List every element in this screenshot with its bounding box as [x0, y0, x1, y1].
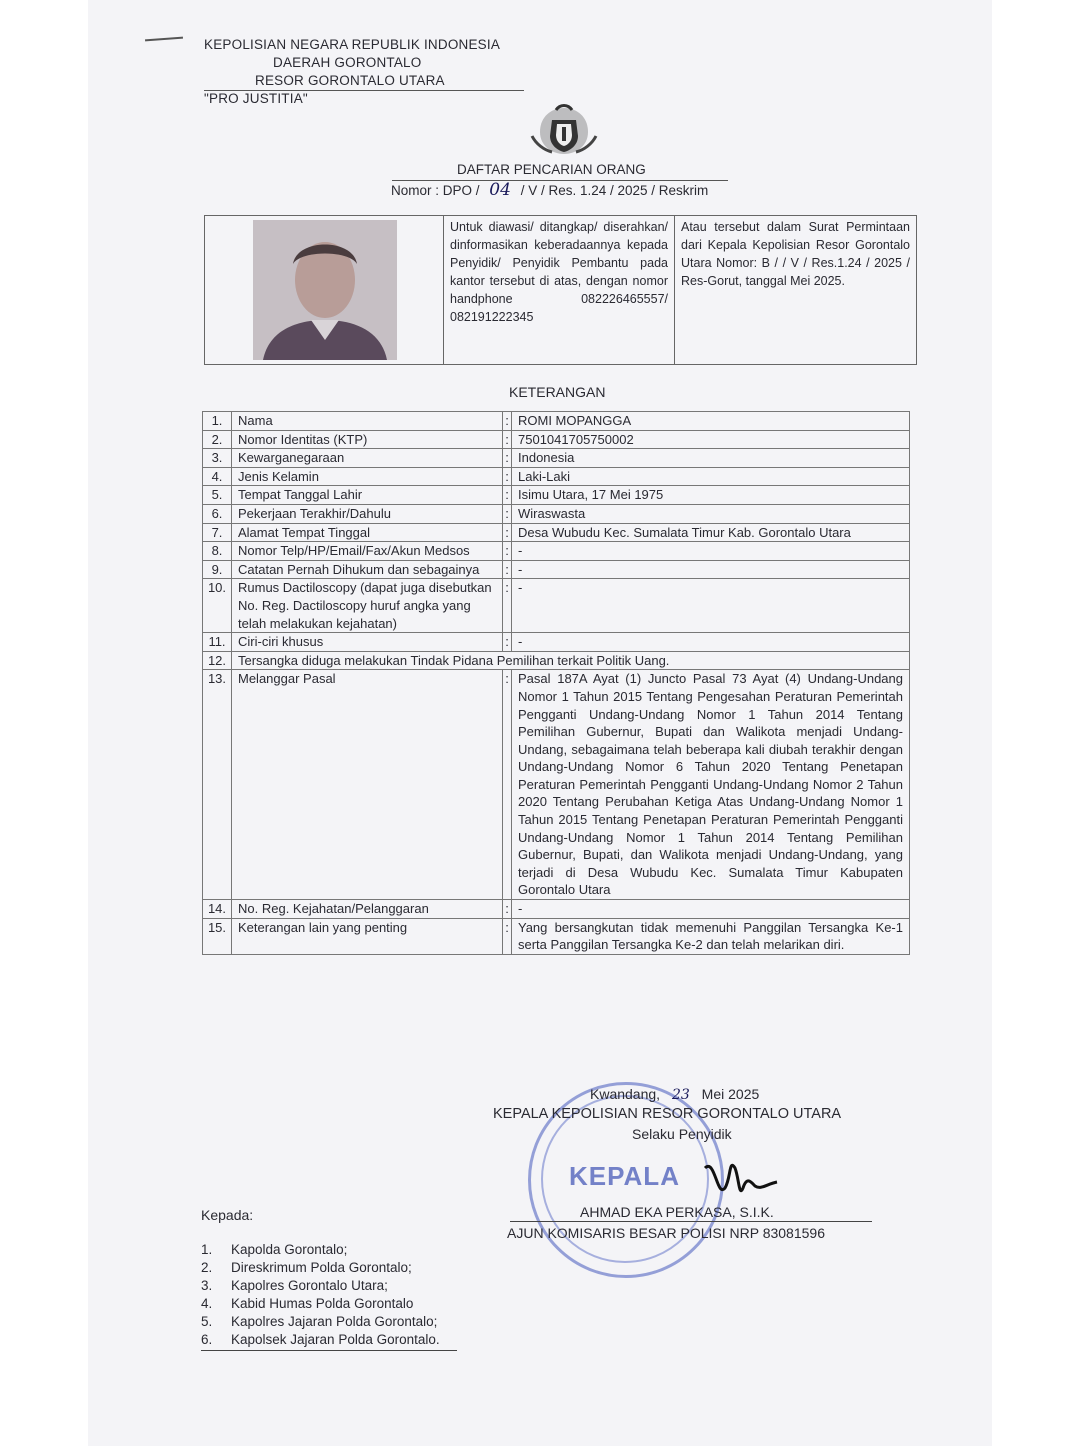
- row-number: 10.: [203, 579, 232, 633]
- row-value: Indonesia: [512, 449, 910, 468]
- signatory-rank: AJUN KOMISARIS BESAR POLISI NRP 83081596: [507, 1225, 825, 1241]
- row-value: -: [512, 560, 910, 579]
- signatory-name-underline: [510, 1221, 872, 1222]
- row-label: Nama: [232, 412, 503, 431]
- request-text: Atau tersebut dalam Surat Permintaan dari Kepala Kepolisian Resor Gorontalo Utara Nomor: B / / V / Res.1.24 / 2025 / Res-Gorut, tanggal Mei 2025.: [675, 216, 917, 365]
- row-number: 4.: [203, 467, 232, 486]
- item-text: Kapolsek Jajaran Polda Gorontalo.: [231, 1332, 440, 1347]
- list-item: [201, 1259, 440, 1277]
- row-label: No. Reg. Kejahatan/Pelanggaran: [232, 900, 503, 919]
- row-value: -: [512, 633, 910, 652]
- row-colon: :: [503, 900, 512, 919]
- table-row: [203, 523, 910, 542]
- row-number: 7.: [203, 523, 232, 542]
- keterangan-heading: KETERANGAN: [509, 384, 606, 400]
- signature-month-year: Mei 2025: [701, 1086, 760, 1102]
- list-item: [201, 1241, 440, 1259]
- item-number: 3.: [201, 1278, 213, 1293]
- row-colon: :: [503, 412, 512, 431]
- row-label: Jenis Kelamin: [232, 467, 503, 486]
- row-colon: :: [503, 579, 512, 633]
- item-text: Direskrimum Polda Gorontalo;: [231, 1260, 412, 1275]
- row-number: 5.: [203, 486, 232, 505]
- row-number: 3.: [203, 449, 232, 468]
- row-value: -: [512, 579, 910, 633]
- table-row: [203, 467, 910, 486]
- row-colon: :: [503, 560, 512, 579]
- row-label: Nomor Identitas (KTP): [232, 430, 503, 449]
- row-value: ROMI MOPANGGA: [512, 412, 910, 431]
- row-colon: :: [503, 633, 512, 652]
- row-label: Alamat Tempat Tinggal: [232, 523, 503, 542]
- row-value: Isimu Utara, 17 Mei 1975: [512, 486, 910, 505]
- row-number: 1.: [203, 412, 232, 431]
- row-colon: :: [503, 670, 512, 900]
- row-label: Melanggar Pasal: [232, 670, 503, 900]
- item-text: Kapolda Gorontalo;: [231, 1242, 348, 1257]
- photo-cell: [205, 216, 444, 365]
- table-row: [203, 633, 910, 652]
- table-row: [203, 918, 910, 954]
- table-row: [203, 651, 910, 670]
- signature-place: Kwandang,: [590, 1086, 661, 1102]
- row-colon: :: [503, 523, 512, 542]
- row-colon: :: [503, 542, 512, 561]
- row-colon: :: [503, 467, 512, 486]
- kepada-label: Kepada:: [201, 1207, 254, 1223]
- keterangan-table: [202, 411, 910, 955]
- signature-role: Selaku Penyidik: [632, 1126, 732, 1142]
- row-label: Kewarganegaraan: [232, 449, 503, 468]
- instruction-text: Untuk diawasi/ ditangkap/ diserahkan/ dinformasikan keberadaannya kepada Penyidik/ Penyidik Pembantu pada kantor tersebut di atas, dengan nomor handphone 082226465557/ 082191222345: [444, 216, 675, 365]
- stamp-word: KEPALA: [569, 1161, 680, 1191]
- number-suffix: / V / Res. 1.24 / 2025 / Reskrim: [520, 183, 709, 198]
- document-title: DAFTAR PENCARIAN ORANG: [457, 162, 646, 177]
- row-number: 6.: [203, 504, 232, 523]
- table-row: [203, 449, 910, 468]
- row-number: 2.: [203, 430, 232, 449]
- signature-date: [590, 1086, 759, 1103]
- row-label: Tempat Tanggal Lahir: [232, 486, 503, 505]
- row-value: Yang bersangkutan tidak memenuhi Panggilan Tersangka Ke-1 serta Panggilan Tersangka Ke-2 dan telah melarikan diri.: [512, 918, 910, 954]
- pro-justitia: "PRO JUSTITIA": [204, 91, 308, 106]
- table-row: [203, 430, 910, 449]
- row-number: 13.: [203, 670, 232, 900]
- item-number: 2.: [201, 1260, 213, 1275]
- row-number: 11.: [203, 633, 232, 652]
- row-colon: :: [503, 449, 512, 468]
- document-number: [391, 180, 708, 200]
- row-label: Keterangan lain yang penting: [232, 918, 503, 954]
- table-row: [203, 412, 910, 431]
- row-full-text: Tersangka diduga melakukan Tindak Pidana Pemilihan terkait Politik Uang.: [232, 651, 910, 670]
- letterhead: [204, 36, 524, 90]
- row-value: Desa Wubudu Kec. Sumalata Timur Kab. Gorontalo Utara: [512, 523, 910, 542]
- row-label: Catatan Pernah Dihukum dan sebagainya: [232, 560, 503, 579]
- row-number: 14.: [203, 900, 232, 919]
- row-value: Laki-Laki: [512, 467, 910, 486]
- list-item: [201, 1295, 440, 1313]
- row-value: Wiraswasta: [512, 504, 910, 523]
- row-label: Pekerjaan Terakhir/Dahulu: [232, 504, 503, 523]
- row-label: Rumus Dactiloscopy (dapat juga disebutkan No. Reg. Dactiloscopy huruf angka yang telah melakukan kejahatan): [232, 579, 503, 633]
- row-colon: :: [503, 504, 512, 523]
- row-number: 8.: [203, 542, 232, 561]
- wanted-info-table: [204, 215, 917, 365]
- row-colon: :: [503, 486, 512, 505]
- item-number: 5.: [201, 1314, 213, 1329]
- handwritten-signature-icon: [695, 1148, 785, 1208]
- list-item: [201, 1313, 440, 1331]
- table-row: [203, 900, 910, 919]
- list-item: [201, 1277, 440, 1295]
- row-value: 7501041705750002: [512, 430, 910, 449]
- letterhead-line3: RESOR GORONTALO UTARA: [255, 73, 445, 88]
- signatory-name: AHMAD EKA PERKASA, S.I.K.: [580, 1204, 774, 1220]
- row-number: 12.: [203, 651, 232, 670]
- table-row: [203, 560, 910, 579]
- item-number: 6.: [201, 1332, 213, 1347]
- table-row: [203, 579, 910, 633]
- police-emblem-icon: [526, 102, 602, 160]
- row-number: 15.: [203, 918, 232, 954]
- item-number: 1.: [201, 1242, 213, 1257]
- signature-office: KEPALA KEPOLISIAN RESOR GORONTALO UTARA: [493, 1106, 842, 1122]
- row-value: Pasal 187A Ayat (1) Juncto Pasal 73 Ayat (4) Undang-Undang Nomor 1 Tahun 2015 Tentang Pengesahan Peraturan Pemerintah Pengganti Undang-Undang Nomor 1 Tahun 2014 Tentang Pemilihan Gubernur, Bupati dan Walikota menjadi Undang-Undang, sebagaimana telah beberapa kali diubah terakhir dengan Undang-Undang Nomor 6 Tahun 2020 Tentang Penetapan Peraturan Pemerintah Pengganti Undang-Undang Nomor 2 Tahun 2020 Tentang Perubahan Ketiga Atas Undang-Undang Nomor 1 Tahun 2015 Tentang Penetapan Peraturan Pemerintah Pengganti Undang-Undang Nomor 1 Tahun 2014 Tentang Pemilihan Gubernur, Bupati, dan Walikota menjadi Undang-Undang, yang terjadi di Desa Wubudu Kec. Sumalata Timur Kabupaten Gorontalo Utara: [512, 670, 910, 900]
- item-number: 4.: [201, 1296, 213, 1311]
- row-value: -: [512, 900, 910, 919]
- suspect-photo: [253, 220, 397, 360]
- recipient-list: [201, 1241, 440, 1349]
- row-colon: :: [503, 918, 512, 954]
- item-text: Kapolres Gorontalo Utara;: [231, 1278, 388, 1293]
- number-handwritten: 04: [489, 180, 511, 200]
- number-prefix: Nomor : DPO /: [391, 183, 480, 198]
- row-number: 9.: [203, 560, 232, 579]
- letterhead-line2: DAERAH GORONTALO: [273, 55, 422, 70]
- row-label: Nomor Telp/HP/Email/Fax/Akun Medsos: [232, 542, 503, 561]
- list-item: [201, 1331, 440, 1349]
- signature-day: 23: [671, 1087, 690, 1103]
- item-text: Kabid Humas Polda Gorontalo: [231, 1296, 414, 1311]
- letterhead-line1: KEPOLISIAN NEGARA REPUBLIK INDONESIA: [204, 37, 501, 52]
- item-text: Kapolres Jajaran Polda Gorontalo;: [231, 1314, 438, 1329]
- table-row: [203, 542, 910, 561]
- table-row: [203, 504, 910, 523]
- row-value: -: [512, 542, 910, 561]
- row-label: Ciri-ciri khusus: [232, 633, 503, 652]
- table-row: [203, 486, 910, 505]
- table-row: [203, 670, 910, 900]
- recipient-list-underline: [201, 1350, 457, 1351]
- keterangan-body: [203, 412, 910, 955]
- row-colon: :: [503, 430, 512, 449]
